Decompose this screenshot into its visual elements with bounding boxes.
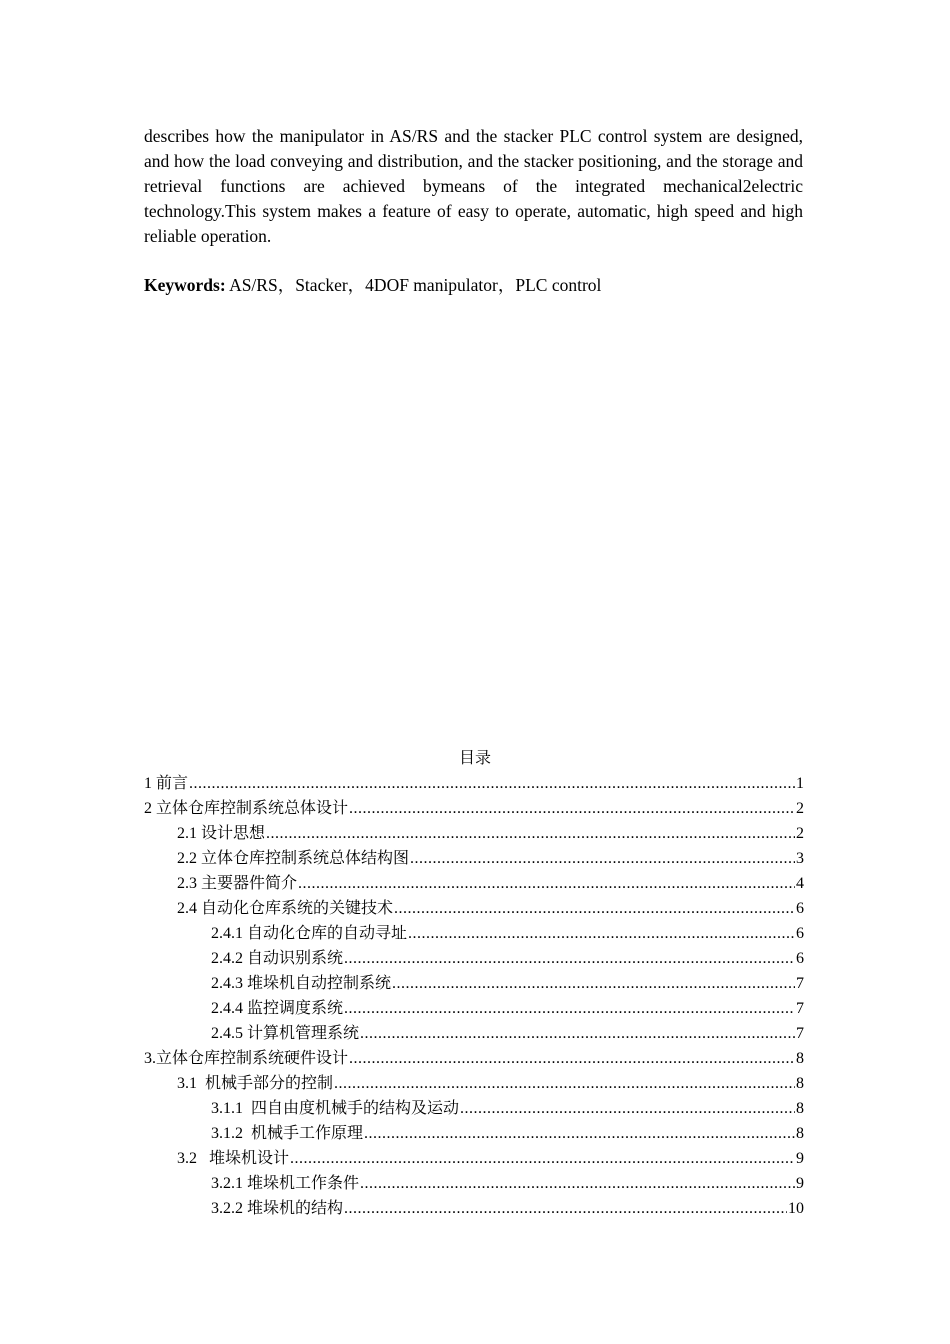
abstract-paragraph: describes how the manipulator in AS/RS and the stacker PLC control system are designed, and how the load conveying and distribution, and the stacker positioning, and the storage and retrieval functions are achieved bymeans of the integrated mechanical2electric technology.This system makes a feature of easy to operate, automatic, high speed and high reliable operation.	[144, 126, 803, 246]
toc-entry-label: 3.2.2 堆垛机的结构	[211, 1200, 344, 1217]
toc-leader-dots	[408, 921, 795, 946]
toc-entry[interactable]	[144, 996, 804, 1021]
toc-leader-dots	[344, 996, 795, 1021]
toc-entry-label: 2.2 立体仓库控制系统总体结构图	[177, 850, 410, 867]
toc-entry-label: 2.4.1 自动化仓库的自动寻址	[211, 925, 408, 942]
toc-leader-dots	[349, 796, 795, 821]
toc-page-number: 7	[796, 1000, 804, 1017]
toc-entry-label: 2.4.2 自动识别系统	[211, 950, 344, 967]
toc-entry[interactable]	[144, 771, 804, 796]
toc-entry[interactable]	[144, 1196, 804, 1221]
toc-entry-label: 1 前言	[144, 775, 189, 792]
toc-page-number: 2	[796, 825, 804, 842]
toc-title: 目录	[458, 750, 491, 767]
toc-entry[interactable]	[144, 946, 804, 971]
toc-leader-dots	[344, 1196, 787, 1221]
keywords-value: AS/RS，Stacker，4DOF manipulator，PLC control	[225, 275, 602, 295]
toc-leader-dots	[290, 1146, 795, 1171]
toc-leader-dots	[394, 896, 795, 921]
toc-leader-dots	[364, 1121, 795, 1146]
toc-entry[interactable]	[144, 796, 804, 821]
toc-entry-label: 3.1.1 四自由度机械手的结构及运动	[211, 1100, 460, 1117]
toc-page-number: 7	[796, 1025, 804, 1042]
toc-entry-label: 3.2.1 堆垛机工作条件	[211, 1175, 360, 1192]
toc-leader-dots	[410, 846, 795, 871]
toc-leader-dots	[360, 1171, 795, 1196]
keywords-label: Keywords:	[144, 275, 226, 295]
toc-page-number: 6	[796, 900, 804, 917]
table-of-contents	[144, 771, 804, 1221]
toc-leader-dots	[189, 771, 795, 796]
toc-leader-dots	[266, 821, 795, 846]
toc-entry[interactable]	[144, 1171, 804, 1196]
toc-page-number: 3	[796, 850, 804, 867]
toc-leader-dots	[334, 1071, 795, 1096]
toc-page-number: 6	[796, 925, 804, 942]
toc-leader-dots	[349, 1046, 795, 1071]
toc-leader-dots	[298, 871, 795, 896]
toc-page-number: 9	[796, 1150, 804, 1167]
toc-page-number: 8	[796, 1125, 804, 1142]
toc-entry[interactable]	[144, 821, 804, 846]
toc-entry-label: 3.1 机械手部分的控制	[177, 1075, 334, 1092]
toc-entry[interactable]	[144, 921, 804, 946]
toc-leader-dots	[360, 1021, 795, 1046]
toc-entry[interactable]	[144, 871, 804, 896]
toc-page-number: 2	[796, 800, 804, 817]
toc-page-number: 1	[796, 775, 804, 792]
toc-leader-dots	[460, 1096, 795, 1121]
toc-leader-dots	[392, 971, 795, 996]
toc-page-number: 8	[796, 1100, 804, 1117]
toc-page-number: 10	[788, 1200, 804, 1217]
toc-page-number: 9	[796, 1175, 804, 1192]
toc-entry-label: 2.1 设计思想	[177, 825, 266, 842]
toc-entry[interactable]	[144, 1071, 804, 1096]
toc-entry-label: 2.4.5 计算机管理系统	[211, 1025, 360, 1042]
toc-entry[interactable]	[144, 896, 804, 921]
toc-page-number: 7	[796, 975, 804, 992]
toc-leader-dots	[344, 946, 795, 971]
toc-page-number: 6	[796, 950, 804, 967]
toc-entry-label: 2.4.3 堆垛机自动控制系统	[211, 975, 392, 992]
toc-entry-label: 3.2 堆垛机设计	[177, 1150, 290, 1167]
keywords-line	[144, 273, 803, 298]
toc-page-number: 4	[796, 875, 804, 892]
toc-entry[interactable]	[144, 1046, 804, 1071]
toc-page-number: 8	[796, 1075, 804, 1092]
toc-entry[interactable]	[144, 1096, 804, 1121]
toc-entry-label: 3.1.2 机械手工作原理	[211, 1125, 364, 1142]
toc-entry[interactable]	[144, 1021, 804, 1046]
toc-entry[interactable]	[144, 1121, 804, 1146]
toc-entry-label: 2.3 主要器件简介	[177, 875, 298, 892]
toc-page-number: 8	[796, 1050, 804, 1067]
toc-entry[interactable]	[144, 971, 804, 996]
toc-entry-label: 2.4 自动化仓库系统的关键技术	[177, 900, 394, 917]
toc-entry[interactable]	[144, 846, 804, 871]
toc-entry-label: 3.立体仓库控制系统硬件设计	[144, 1050, 349, 1067]
toc-entry-label: 2 立体仓库控制系统总体设计	[144, 800, 349, 817]
toc-entry-label: 2.4.4 监控调度系统	[211, 1000, 344, 1017]
toc-entry[interactable]	[144, 1146, 804, 1171]
